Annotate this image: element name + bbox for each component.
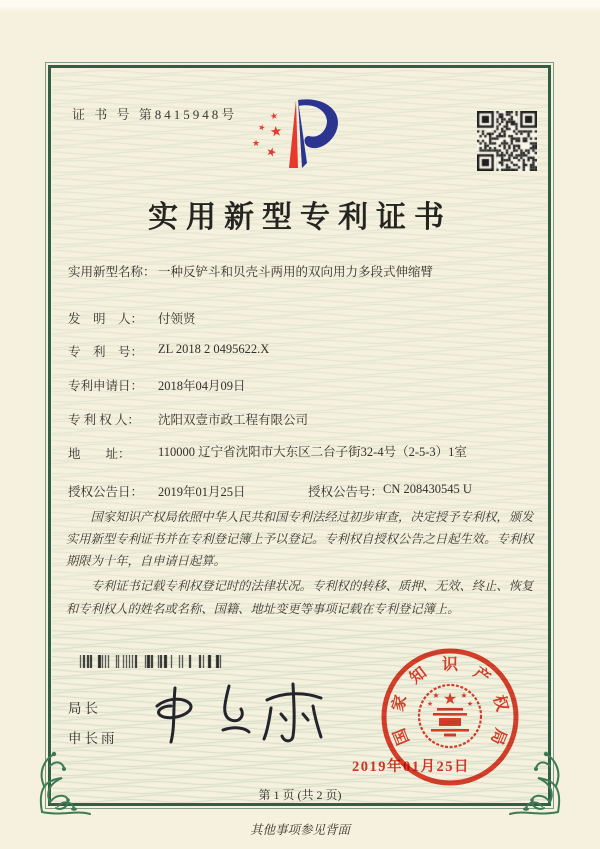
svg-text:国: 国 bbox=[391, 725, 413, 748]
field-row-grant-publication bbox=[68, 482, 538, 500]
field-row-filing-date bbox=[68, 376, 538, 394]
certificate-title: 实用新型专利证书 bbox=[148, 201, 452, 234]
svg-text:局: 局 bbox=[487, 725, 509, 748]
field-row-inventor bbox=[68, 309, 538, 327]
field-label: 发 明 人： bbox=[68, 312, 144, 326]
svg-text:★: ★ bbox=[466, 700, 474, 708]
svg-text:识: 识 bbox=[441, 656, 459, 674]
field-row-patent-number bbox=[68, 342, 538, 360]
seal-date: 2019年01月25日 bbox=[352, 759, 470, 775]
field-row-utility-model-name bbox=[68, 262, 538, 280]
director-block bbox=[68, 697, 118, 757]
star-icon: ★ bbox=[252, 138, 261, 148]
legal-paragraph-1: 国家知识产权局依照中华人民共和国专利法经过初步审查，决定授予专利权，颁发实用新型专利证书并在专利登记簿上予以登记。专利权自授权公告之日起生效。专利权期限为十年，自申请日起算。 bbox=[66, 510, 534, 569]
field-label: 专利申请日： bbox=[68, 379, 144, 393]
field-row-patentee bbox=[68, 410, 538, 428]
director-label: 局长 bbox=[68, 701, 101, 716]
field-value: 一种反铲斗和贝壳斗两用的双向用力多段式伸缩臂 bbox=[158, 265, 434, 279]
field-label: 授权公告号： bbox=[308, 485, 384, 499]
svg-text:★: ★ bbox=[442, 691, 458, 708]
director-name: 申长雨 bbox=[68, 731, 118, 746]
svg-text:★: ★ bbox=[432, 691, 440, 700]
field-label: 地 址： bbox=[68, 447, 131, 461]
legal-paragraph-2: 专利证书记载专利权登记时的法律状况。专利权的转移、质押、无效、终止、恢复和专利权人的姓名或名称、国籍、地址变更等事项记载在专利登记簿上。 bbox=[66, 579, 534, 616]
cnipa-logo bbox=[252, 94, 352, 180]
star-icon: ★ bbox=[257, 122, 267, 133]
svg-text:产: 产 bbox=[469, 664, 493, 688]
field-value: 110000 辽宁省沈阳市大东区二台子街32-4号（2-5-3）1室 bbox=[158, 445, 467, 459]
field-value: 2019年01月25日 bbox=[158, 485, 246, 499]
field-label: 专 利 权 人： bbox=[68, 413, 140, 427]
svg-text:权: 权 bbox=[489, 693, 511, 714]
svg-text:知: 知 bbox=[407, 664, 431, 688]
certificate-number: 证 书 号 第8415948号 bbox=[72, 107, 238, 122]
svg-text:★: ★ bbox=[426, 700, 434, 708]
field-value: 付领贤 bbox=[158, 312, 196, 326]
field-label: 授权公告日： bbox=[68, 485, 144, 499]
director-signature bbox=[145, 676, 330, 754]
cnipa-logo-mark bbox=[252, 94, 352, 180]
field-row-address bbox=[68, 444, 538, 462]
star-icon: ★ bbox=[264, 143, 279, 161]
field-value: CN 208430545 U bbox=[383, 482, 472, 496]
national-emblem-icon bbox=[419, 685, 481, 747]
field-label: 实用新型名称： bbox=[68, 265, 156, 279]
field-grant-number bbox=[308, 482, 472, 500]
svg-text:★: ★ bbox=[460, 691, 468, 700]
star-icon: ★ bbox=[268, 124, 284, 141]
qr-code-icon bbox=[477, 111, 537, 171]
field-value: 2018年04月09日 bbox=[158, 379, 246, 393]
legal-text bbox=[66, 506, 536, 623]
back-note: 其他事项参见背面 bbox=[249, 823, 350, 837]
field-label: 专 利 号： bbox=[68, 345, 144, 359]
svg-text:家: 家 bbox=[389, 693, 411, 714]
field-value: 沈阳双壹市政工程有限公司 bbox=[158, 413, 309, 427]
star-icon: ★ bbox=[268, 110, 279, 122]
page-indicator: 第 1 页 (共 2 页) bbox=[258, 788, 342, 802]
field-value: ZL 2018 2 0495622.X bbox=[158, 342, 270, 356]
barcode-icon bbox=[78, 655, 226, 668]
